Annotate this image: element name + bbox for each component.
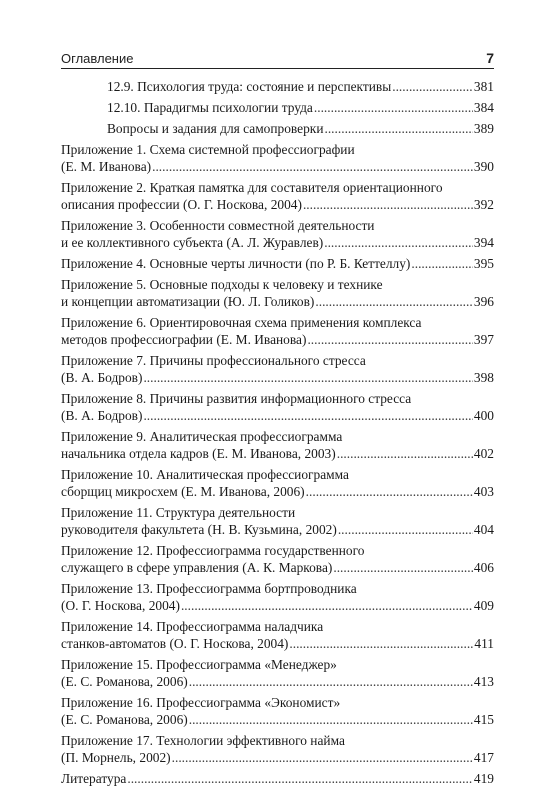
toc-entry-first-line: Приложение 1. Схема системной профессиографии — [61, 142, 355, 157]
toc-entry-text: станков-автоматов (О. Г. Носкова, 2004) — [61, 636, 289, 651]
dot-leader — [392, 78, 473, 95]
toc-entry — [61, 352, 494, 386]
toc-entry-text: начальника отдела кадров (Е. М. Иванова, 2003) — [61, 446, 336, 461]
toc-entry-text: (Е. С. Романова, 2006) — [61, 712, 188, 727]
dot-leader — [315, 293, 473, 310]
toc-entry-line — [61, 234, 494, 251]
header-title: Оглавление — [61, 51, 134, 66]
toc-entry-text: Приложение 4. Основные черты личности (по Р. Б. Кеттеллу) — [61, 256, 411, 271]
dot-leader — [314, 99, 473, 116]
toc-entry-line — [61, 445, 494, 462]
dot-leader — [306, 483, 473, 500]
toc-entry-first-line: Приложение 3. Особенности совместной деятельности — [61, 218, 375, 233]
toc-entry — [61, 466, 494, 500]
toc-entry-text: сборщиц микросхем (Е. М. Иванова, 2006) — [61, 484, 305, 499]
toc-entry — [61, 770, 494, 787]
dot-leader — [127, 770, 473, 787]
dot-leader — [152, 158, 473, 175]
toc-entry-first-line: Приложение 17. Технологии эффективного найма — [61, 733, 345, 748]
toc-entry-text: описания профессии (О. Г. Носкова, 2004) — [61, 197, 302, 212]
toc-page-number: 389 — [473, 121, 494, 136]
toc-entry-text: (О. Г. Носкова, 2004) — [61, 598, 180, 613]
toc-entry-text: служащего в сфере управления (А. К. Маркова) — [61, 560, 333, 575]
toc-page-number: 400 — [473, 408, 494, 423]
toc-entry-line — [61, 196, 494, 213]
toc-entry — [61, 580, 494, 614]
toc-entry-first-line: Приложение 8. Причины развития информационного стресса — [61, 391, 412, 406]
toc-entry-line — [61, 521, 494, 538]
toc-entry-first-line: Приложение 7. Причины профессионального стресса — [61, 353, 366, 368]
toc-page-number: 396 — [473, 294, 494, 309]
toc-entry-first-line: Приложение 12. Профессиограмма государственного — [61, 543, 365, 558]
toc-page-number: 397 — [473, 332, 494, 347]
toc-entry-text: (Е. С. Романова, 2006) — [61, 674, 188, 689]
toc-entry-first-line: Приложение 9. Аналитическая профессиограмма — [61, 429, 343, 444]
toc-entry-text: (В. А. Бодров) — [61, 370, 143, 385]
toc-page-number: 390 — [473, 159, 494, 174]
toc-page-number: 409 — [473, 598, 494, 613]
toc-entry-first-line: Приложение 16. Профессиограмма «Экономист» — [61, 695, 341, 710]
toc-entry-text: 12.10. Парадигмы психологии труда — [107, 100, 313, 115]
toc-entry-text: руководителя факультета (Н. В. Кузьмина, 2002) — [61, 522, 337, 537]
dot-leader — [324, 234, 473, 251]
toc-entry-first-line: Приложение 2. Краткая памятка для составителя ориентационного — [61, 180, 443, 195]
toc-entry — [61, 618, 494, 652]
toc-entry-first-line: Приложение 6. Ориентировочная схема применения комплекса — [61, 315, 422, 330]
toc-page-number: 403 — [473, 484, 494, 499]
toc-entry-text: (Е. М. Иванова) — [61, 159, 152, 174]
toc-entry-line — [61, 749, 494, 766]
toc-page-number: 384 — [473, 100, 494, 115]
toc-entry — [61, 542, 494, 576]
toc-entry-line — [61, 673, 494, 690]
toc-entry-text: 12.9. Психология труда: состояние и перспективы — [107, 79, 392, 94]
toc-entry-line — [61, 483, 494, 500]
toc-page-number: 402 — [473, 446, 494, 461]
toc-entry-line — [61, 293, 494, 310]
toc-page-number: 419 — [473, 771, 494, 786]
toc-sub-entry — [107, 120, 494, 137]
toc-entry-line — [61, 770, 494, 787]
toc-page-number: 404 — [473, 522, 494, 537]
dot-leader — [307, 331, 472, 348]
dot-leader — [333, 559, 473, 576]
toc-entry-text: (П. Морнель, 2002) — [61, 750, 171, 765]
toc-entry-line — [61, 369, 494, 386]
running-header — [61, 50, 494, 69]
toc-entry — [61, 255, 494, 272]
toc-entry-first-line: Приложение 11. Структура деятельности — [61, 505, 296, 520]
dot-leader — [337, 445, 473, 462]
toc-entry — [61, 504, 494, 538]
toc-entry-line — [107, 120, 494, 137]
toc-entry — [61, 314, 494, 348]
toc-page-number: 394 — [473, 235, 494, 250]
toc-entry-first-line: Приложение 14. Профессиограмма наладчика — [61, 619, 324, 634]
toc-entry — [61, 276, 494, 310]
toc-page-number: 381 — [473, 79, 494, 94]
toc-page-number: 415 — [473, 712, 494, 727]
toc-entry-line — [61, 711, 494, 728]
dot-leader — [143, 407, 472, 424]
toc-entry-first-line: Приложение 10. Аналитическая профессиограмма — [61, 467, 349, 482]
toc-entry-line — [61, 331, 494, 348]
toc-entry-text: (В. А. Бодров) — [61, 408, 143, 423]
toc-sub-entry — [107, 78, 494, 95]
toc-entry-text: и концепции автоматизации (Ю. Л. Голиков) — [61, 294, 315, 309]
main-entry-list — [61, 141, 494, 787]
toc-entry-line — [61, 635, 494, 652]
toc-entry-line — [61, 597, 494, 614]
toc-entry-text: методов профессиографии (Е. М. Иванова) — [61, 332, 307, 347]
toc-entry-first-line: Приложение 15. Профессиограмма «Менеджер» — [61, 657, 337, 672]
toc-entry-line — [107, 99, 494, 116]
toc-entry-line — [107, 78, 494, 95]
table-of-contents — [61, 78, 494, 791]
dot-leader — [411, 255, 473, 272]
header-page-number: 7 — [486, 50, 494, 66]
toc-page-number: 417 — [473, 750, 494, 765]
toc-entry-text: и ее коллективного субъекта (А. Л. Журавлев) — [61, 235, 324, 250]
toc-entry — [61, 217, 494, 251]
toc-entry — [61, 390, 494, 424]
toc-page-number: 411 — [474, 636, 494, 651]
dot-leader — [143, 369, 472, 386]
toc-entry-line — [61, 158, 494, 175]
toc-entry-first-line: Приложение 5. Основные подходы к человеку и технике — [61, 277, 383, 292]
toc-entry-first-line: Приложение 13. Профессиограмма бортпроводника — [61, 581, 357, 596]
toc-entry — [61, 141, 494, 175]
toc-page-number: 395 — [473, 256, 494, 271]
dot-leader — [181, 597, 473, 614]
toc-entry — [61, 732, 494, 766]
toc-entry — [61, 179, 494, 213]
dot-leader — [324, 120, 472, 137]
dot-leader — [338, 521, 473, 538]
toc-entry-text: Литература — [61, 771, 127, 786]
dot-leader — [189, 711, 473, 728]
toc-sub-entry — [107, 99, 494, 116]
toc-entry-line — [61, 559, 494, 576]
toc-entry-line — [61, 255, 494, 272]
toc-entry-text: Вопросы и задания для самопроверки — [107, 121, 324, 136]
toc-entry — [61, 428, 494, 462]
toc-page-number: 406 — [473, 560, 494, 575]
sub-entry-list — [61, 78, 494, 137]
toc-page-number: 392 — [473, 197, 494, 212]
toc-entry — [61, 694, 494, 728]
toc-entry-line — [61, 407, 494, 424]
dot-leader — [189, 673, 473, 690]
toc-entry — [61, 656, 494, 690]
dot-leader — [303, 196, 473, 213]
dot-leader — [289, 635, 473, 652]
toc-page-number: 413 — [473, 674, 494, 689]
toc-page-number: 398 — [473, 370, 494, 385]
dot-leader — [172, 749, 473, 766]
